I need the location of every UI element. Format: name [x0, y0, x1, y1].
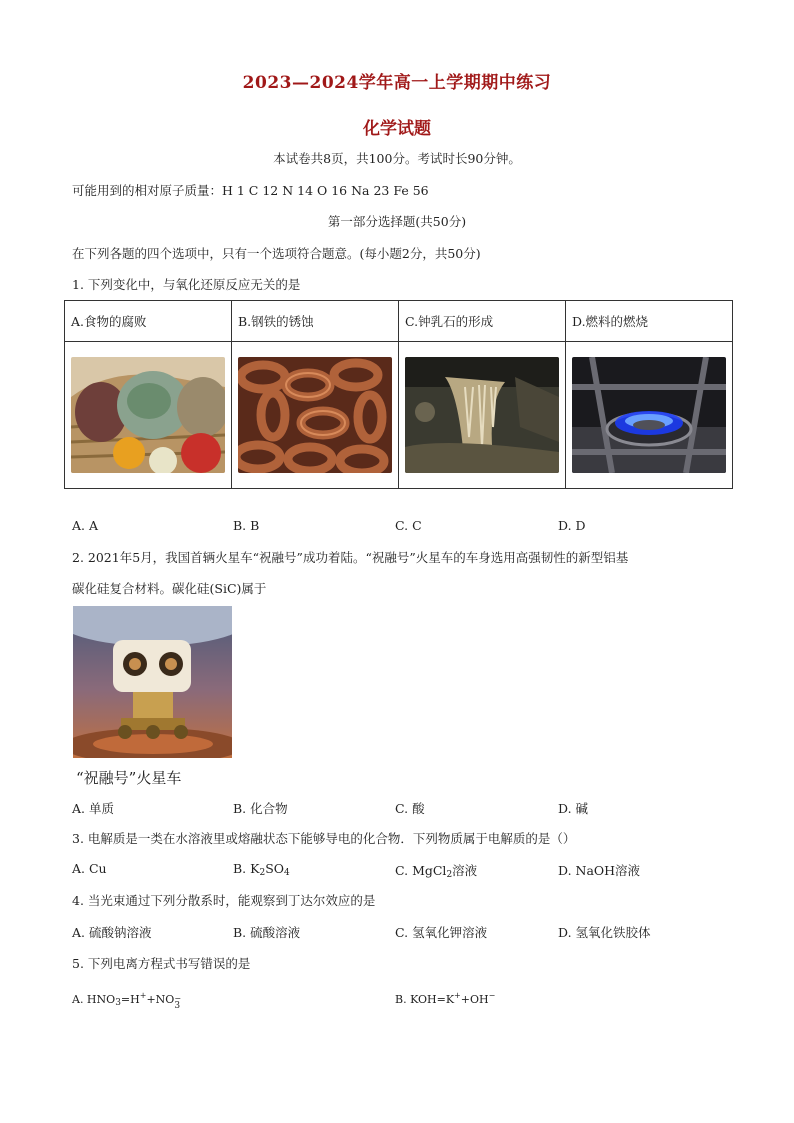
exam-title: 2023—2024学年高一上学期期中练习: [242, 73, 552, 93]
q4-option-c: C. 氢氧化钾溶液: [395, 925, 488, 940]
q2-stem-line1: 2. 2021年5月，我国首辆火星车“祝融号”成功着陆。“祝融号”火星车的车身选用高强韧性的新型铝基: [72, 550, 629, 565]
q3-option-a: A. Cu: [72, 861, 107, 876]
q2-option-a: A. 单质: [72, 801, 114, 816]
q2-option-b: B. 化合物: [233, 801, 288, 816]
q3-option-d: D. NaOH溶液: [558, 863, 641, 878]
rotting-food-photo: [71, 357, 225, 473]
zhurong-rover-photo: [73, 606, 232, 758]
q2-option-c: C. 酸: [395, 801, 425, 816]
q1-option-b: B. B: [233, 518, 260, 533]
q1-table: [64, 300, 733, 489]
q5-option-a: A. $HNO_3=H^++NO$ − 3: [72, 991, 182, 1011]
subject-title: 化学试题: [363, 119, 431, 139]
q1-header-b: B.钢铁的锈蚀: [232, 301, 399, 342]
q1-header-c: C.钟乳石的形成: [399, 301, 566, 342]
q4-option-d: D. 氢氧化铁胶体: [558, 925, 651, 940]
q1-option-d: D. D: [558, 518, 586, 533]
q5-stem: 5. 下列电离方程式书写错误的是: [72, 956, 251, 971]
q2-stem-line2: 碳化硅复合材料。碳化硅(SiC)属于: [72, 581, 267, 596]
q1-header-d: D.燃料的燃烧: [566, 301, 733, 342]
q1-option-a: A. A: [72, 518, 99, 533]
exam-info: 本试卷共8页，共100分。考试时长90分钟。: [273, 151, 521, 166]
q2-image-caption: “祝融号”火星车: [76, 769, 182, 787]
stalactite-cave-photo: [405, 357, 559, 473]
rusty-chains-photo: [238, 357, 392, 473]
q1-stem: 1. 下列变化中，与氧化还原反应无关的是: [72, 277, 301, 292]
q4-option-a: A. 硫酸钠溶液: [72, 925, 152, 940]
q3-option-c: C. MgCl$_2$溶液: [395, 863, 478, 880]
q1-option-c: C. C: [395, 518, 422, 533]
q5-option-b: B. KOH=K++OH−: [395, 991, 496, 1006]
q2-option-d: D. 碱: [558, 801, 589, 816]
gas-stove-flame-photo: [572, 357, 726, 473]
q3-option-b: B. $K_2SO_4$: [233, 861, 290, 878]
q3-stem: 3. 电解质是一类在水溶液里或熔融状态下能够导电的化合物．下列物质属于电解质的是（）: [72, 831, 576, 846]
q4-option-b: B. 硫酸溶液: [233, 925, 301, 940]
q4-stem: 4. 当光束通过下列分散系时，能观察到丁达尔效应的是: [72, 893, 376, 908]
section-heading: 第一部分选择题(共50分): [327, 214, 467, 229]
atomic-masses: 可能用到的相对原子质量：H 1 C 12 N 14 O 16 Na 23 Fe 56: [72, 183, 429, 198]
instructions: 在下列各题的四个选项中，只有一个选项符合题意。(每小题2分，共50分): [72, 246, 481, 261]
q1-header-a: A.食物的腐败: [65, 301, 232, 342]
